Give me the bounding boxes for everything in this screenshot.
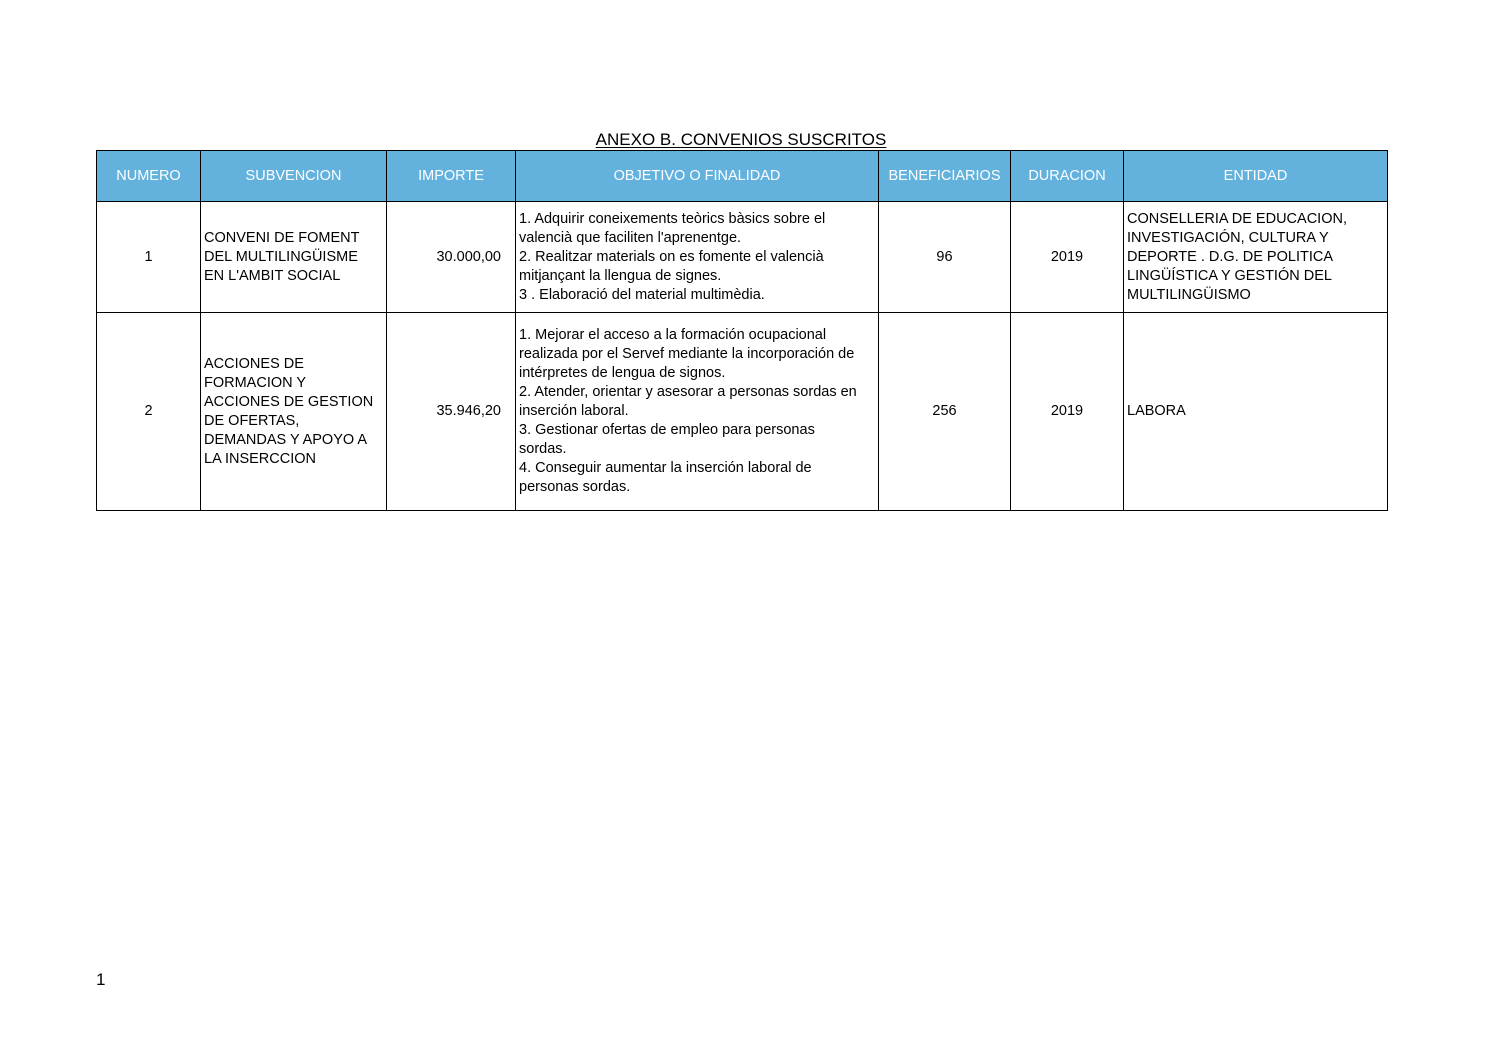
header-objetivo: OBJETIVO O FINALIDAD [516,151,879,202]
header-importe: IMPORTE [387,151,516,202]
cell-subvencion: ACCIONES DE FORMACION Y ACCIONES DE GESTION DE OFERTAS, DEMANDAS Y APOYO A LA INSERCCION [201,313,387,511]
header-duracion: DURACION [1011,151,1124,202]
cell-importe: 35.946,20 [387,313,516,511]
header-beneficiarios: BENEFICIARIOS [879,151,1011,202]
page-number: 1 [96,970,106,989]
cell-importe: 30.000,00 [387,202,516,313]
cell-numero: 2 [97,313,201,511]
cell-objetivo: 1. Adquirir coneixements teòrics bàsics sobre el valencià que faciliten l'aprenentge. 2. Realitzar materials on es fomente el valencià mitjançant la llengua de signes. 3 . Elaboració del material multimèdia. [516,202,879,313]
header-numero: NUMERO [97,151,201,202]
cell-objetivo: 1. Mejorar el acceso a la formación ocupacional realizada por el Servef mediante la incorporación de intérpretes de lengua de signos. 2. Atender, orientar y asesorar a personas sordas en inserción laboral. 3. Gestionar ofertas de empleo para personas sordas. 4. Conseguir aumentar la inserción laboral de personas sordas. [516,313,879,511]
cell-entidad: CONSELLERIA DE EDUCACION, INVESTIGACIÓN, CULTURA Y DEPORTE . D.G. DE POLITICA LINGÜÍSTICA Y GESTIÓN DEL MULTILINGÜISMO [1124,202,1388,313]
cell-entidad: LABORA [1124,313,1388,511]
header-row [97,151,1388,202]
table-row [97,202,1388,313]
header-subvencion: SUBVENCION [201,151,387,202]
header-entidad: ENTIDAD [1124,151,1388,202]
convenios-table [96,150,1388,511]
table-row [97,313,1388,511]
document-title: ANEXO B. CONVENIOS SUSCRITOS [595,130,887,149]
cell-duracion: 2019 [1011,313,1124,511]
cell-duracion: 2019 [1011,202,1124,313]
cell-numero: 1 [97,202,201,313]
cell-beneficiarios: 96 [879,202,1011,313]
cell-beneficiarios: 256 [879,313,1011,511]
table-header [97,151,1388,202]
cell-subvencion: CONVENI DE FOMENT DEL MULTILINGÜISME EN L'AMBIT SOCIAL [201,202,387,313]
table-body [97,202,1388,511]
